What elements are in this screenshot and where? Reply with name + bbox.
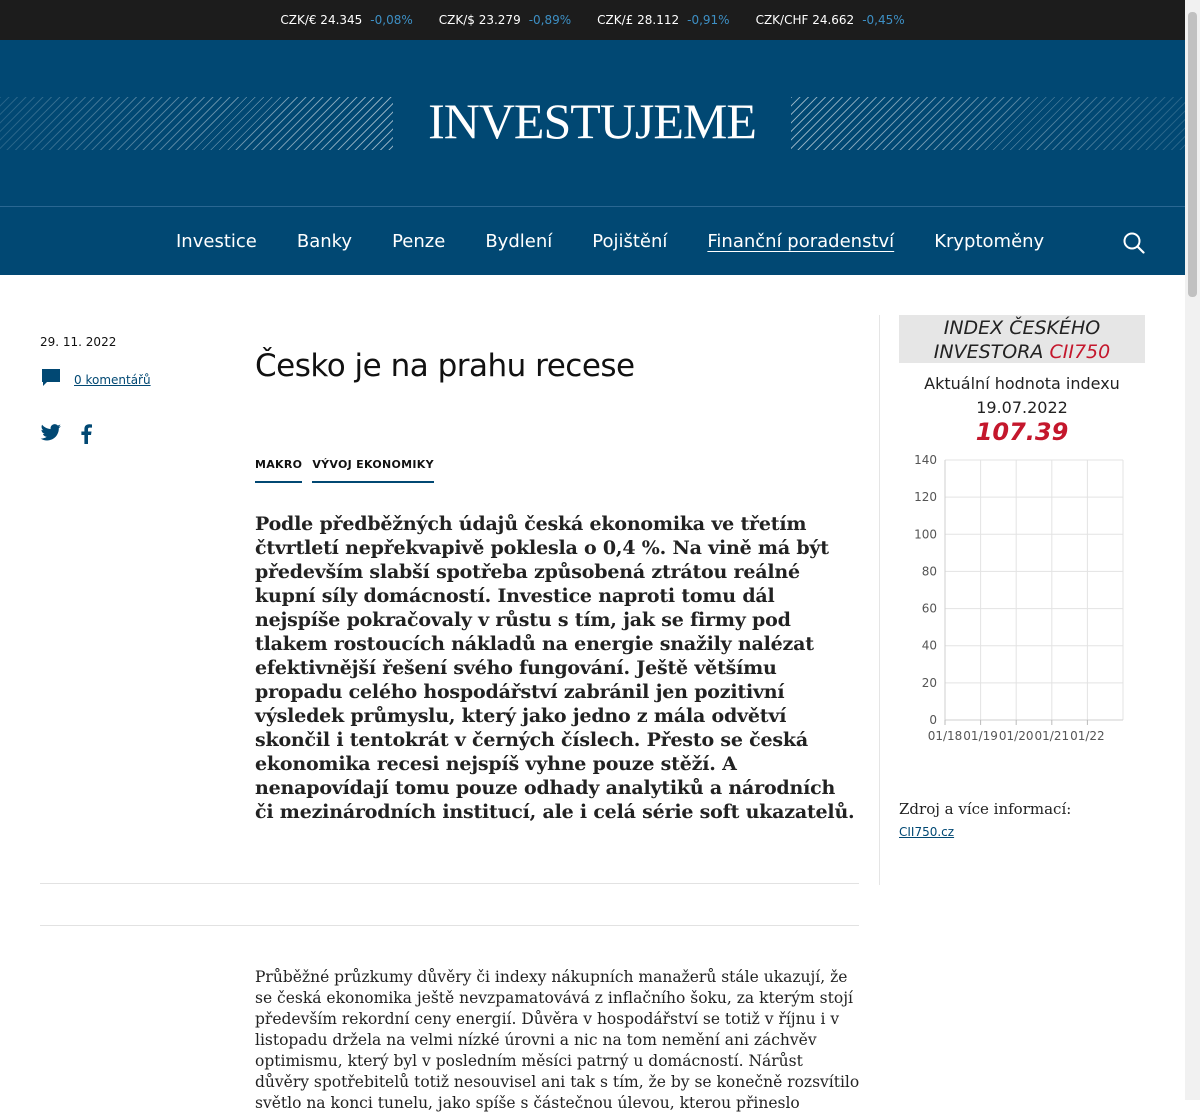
main-nav — [0, 206, 1185, 275]
article-date: 29. 11. 2022 — [40, 335, 117, 349]
article-body: Průběžné průzkumy důvěry či indexy nákupních manažerů stále ukazují, že se česká ekonomika ještě nevzpamatovává z inflačního šoku, za kterým stojí především rekordní ceny energií. Důvěra v hospodářství se totiž v říjnu i v listopadu držela na velmi nízké úrovni a nic na tom nemění ani záchvěv optimismu, který byl v posledním měsíci patrný u domácností. Nárůst důvěry spotřebitelů totiž nesouvisel ani tak s tím, že by se konečně rozsvítilo světlo na konci tunelu, jako spíše s částečnou úlevou, kterou přineslo — [255, 968, 860, 1112]
y-tick-label: 100 — [914, 527, 937, 542]
index-current-value: 107.39 — [975, 418, 1069, 446]
index-code: CII750 — [1049, 341, 1111, 363]
site-logo[interactable]: INVESTUJEME — [428, 93, 756, 149]
y-tick-label: 140 — [914, 453, 937, 467]
tag-vyvoj-ekonomiky[interactable]: VÝVOJ EKONOMIKY — [312, 458, 434, 483]
divider — [40, 925, 859, 926]
index-current-info — [899, 372, 1145, 420]
currency-ticker — [0, 0, 1185, 40]
divider — [40, 883, 859, 884]
y-tick-label: 120 — [914, 490, 937, 505]
nav-item-pojisteni[interactable]: Pojištění — [592, 230, 668, 252]
index-widget-title — [899, 315, 1145, 363]
sidebar-divider — [879, 315, 880, 885]
comments-link[interactable] — [40, 368, 151, 392]
header-stripes-left — [0, 97, 393, 150]
twitter-icon[interactable] — [40, 424, 62, 448]
ticker-change: -0,89% — [528, 13, 572, 27]
ticker-item — [280, 13, 412, 27]
x-tick-label: 01/20 — [998, 729, 1034, 743]
tag-makro[interactable]: MAKRO — [255, 458, 302, 483]
ticker-change: -0,08% — [370, 13, 413, 27]
site-header — [0, 40, 1185, 206]
nav-item-bydleni[interactable]: Bydlení — [485, 230, 553, 252]
facebook-icon[interactable] — [80, 424, 92, 448]
x-tick-label: 01/21 — [1034, 729, 1070, 743]
y-tick-label: 60 — [921, 601, 937, 616]
ticker-item — [756, 13, 905, 27]
y-tick-label: 80 — [921, 564, 937, 579]
y-tick-label: 20 — [921, 675, 937, 690]
share-buttons — [40, 424, 92, 448]
article-title: Česko je na prahu recese — [255, 348, 635, 384]
nav-item-financni-poradenstvi[interactable]: Finanční poradenství — [707, 230, 895, 252]
ticker-pair: CZK/£ 28.112 — [597, 13, 680, 27]
ticker-change: -0,45% — [862, 13, 905, 27]
article-tags — [255, 458, 434, 483]
y-tick-label: 0 — [929, 713, 937, 727]
ticker-pair: CZK/€ 24.345 — [280, 13, 363, 27]
index-current-date: 19.07.2022 — [976, 398, 1068, 417]
x-tick-label: 01/22 — [1070, 729, 1105, 743]
ticker-pair: CZK/$ 23.279 — [438, 13, 521, 27]
x-tick-label: 01/19 — [963, 729, 998, 743]
nav-item-kryptomeny[interactable]: Kryptoměny — [934, 230, 1045, 252]
scrollbar-thumb[interactable] — [1188, 12, 1197, 297]
index-title-line2 — [899, 340, 1145, 364]
index-title-text: INVESTORA — [933, 341, 1044, 363]
source-link[interactable]: CII750.cz — [899, 825, 955, 839]
comments-count[interactable]: 0 komentářů — [74, 373, 151, 387]
ticker-pair: CZK/CHF 24.662 — [755, 13, 855, 27]
index-title-line1: INDEX ČESKÉHO — [943, 317, 1101, 339]
nav-items — [156, 207, 1064, 275]
source-label: Zdroj a více informací: — [899, 800, 1072, 818]
nav-item-penze[interactable]: Penze — [392, 230, 446, 252]
search-icon[interactable] — [1122, 231, 1146, 255]
ticker-item — [597, 13, 729, 27]
ticker-change: -0,91% — [687, 13, 730, 27]
header-stripes-right — [791, 97, 1185, 150]
page-scrollbar[interactable] — [1185, 0, 1200, 1100]
nav-item-banky[interactable]: Banky — [296, 230, 353, 252]
article-lead: Podle předběžných údajů česká ekonomika ve třetím čtvrtletí nepřekvapivě poklesla o 0,4 %. Na vině má být především slabší spotřeba způsobená ztrátou reálné kupní síly domácností. Investice naproti tomu dál nejspíše pokračovaly v růstu s tím, jak se firmy pod tlakem rostoucích nákladů na energie snažily nalézat efektivnější řešení svého fungování. Ještě většímu propadu celého hospodářství zabránil jen pozitivní výsledek průmyslu, který jako jedno z mála odvětví skončil i tentokrát v černých číslech. Přesto se česká ekonomika recesi nejspíš vyhne pouze stěží. A nenapovídají tomu pouze odhady analytiků a národních či mezinárodních institucí, ale i celá série soft ukazatelů. — [255, 513, 855, 823]
y-tick-label: 40 — [921, 638, 937, 653]
index-current-label: Aktuální hodnota indexu — [924, 374, 1120, 393]
x-tick-label: 01/18 — [927, 729, 963, 743]
comment-icon — [40, 368, 62, 392]
nav-item-investice[interactable]: Investice — [176, 230, 257, 252]
ticker-item — [439, 13, 571, 27]
index-chart — [899, 450, 1145, 750]
